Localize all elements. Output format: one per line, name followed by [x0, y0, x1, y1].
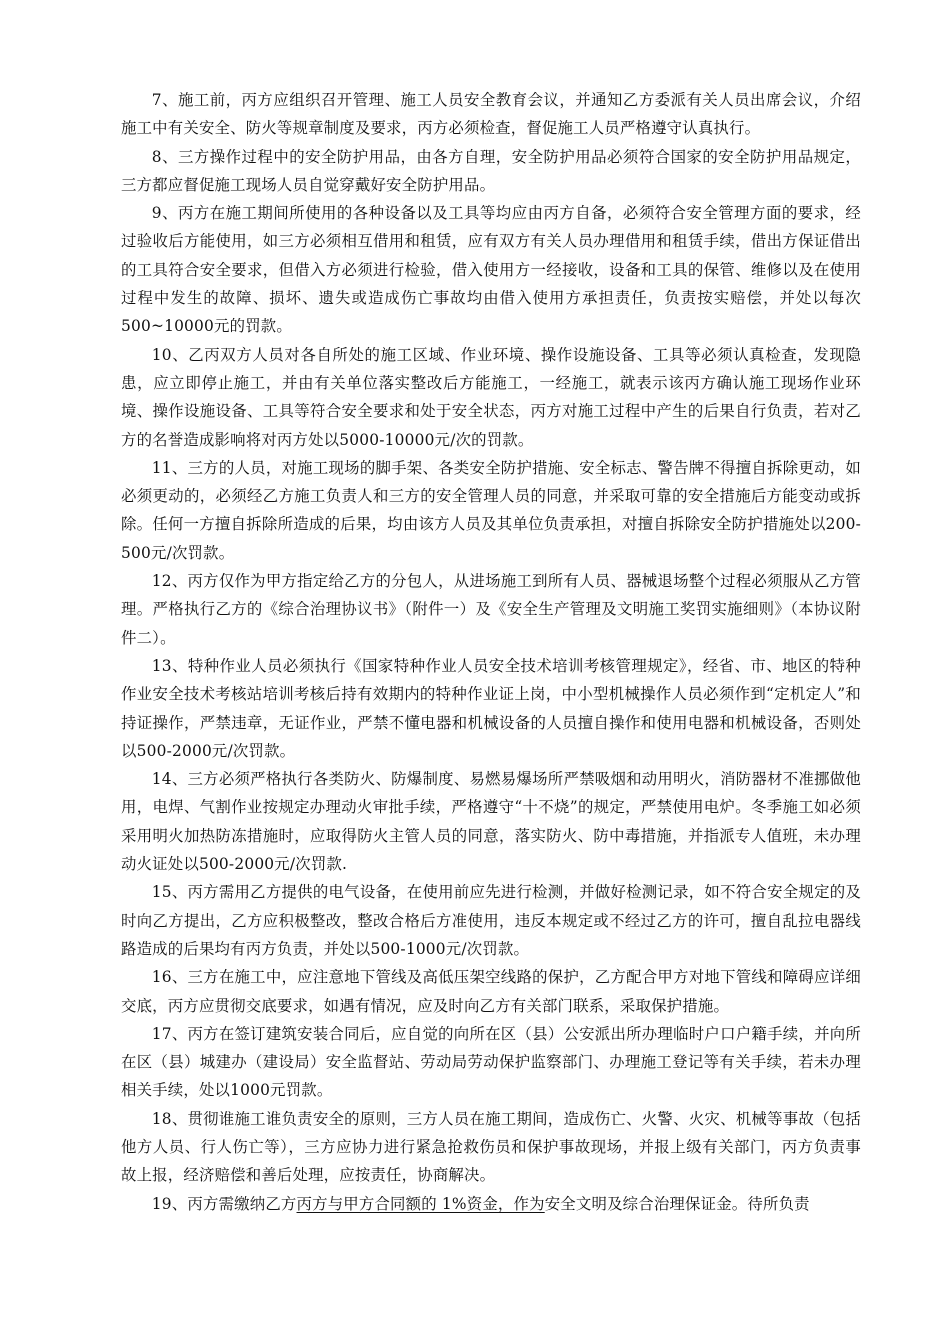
clause-15: 15、丙方需用乙方提供的电气设备，在使用前应先进行检测，并做好检测记录，如不符合安全规定的及时向乙方提出，乙方应积极整改，整改合格后方准使用，违反本规定或不经过乙方的许可，擅自乱拉电器线路造成的后果均有丙方负责，并处以500-1000元/次罚款。 [121, 883, 861, 958]
clause-16: 16、三方在施工中，应注意地下管线及高低压架空线路的保护，乙方配合甲方对地下管线和障碍应详细交底，丙方应贯彻交底要求，如遇有情况，应及时向乙方有关部门联系，采取保护措施。 [121, 968, 861, 1015]
clause-14: 14、三方必须严格执行各类防火、防爆制度、易燃易爆场所严禁吸烟和动用明火，消防器材不准挪做他用，电焊、气割作业按规定办理动火审批手续，严格遵守“十不烧”的规定，严禁使用电炉。冬季施工如必须采用明火加热防冻措施时，应取得防火主管人员的同意，落实防火、防中毒措施，并指派专人值班，未办理动火证处以500-2000元/次罚款. [121, 770, 861, 874]
clause-11: 11、三方的人员，对施工现场的脚手架、各类安全防护措施、安全标志、警告牌不得擅自拆除更动，如必须更动的，必须经乙方施工负责人和三方的安全管理人员的同意，并采取可靠的安全措施后方能变动或拆除。任何一方擅自拆除所造成的后果，均由该方人员及其单位负责承担，对擅自拆除安全防护措施处以200-500元/次罚款。 [121, 458, 861, 562]
clause-18: 18、贯彻谁施工谁负责安全的原则，三方人员在施工期间，造成伤亡、火警、火灾、机械等事故（包括他方人员、行人伤亡等），三方应协力进行紧急抢救伤员和保护事故现场，并报上级有关部门，丙方负责事故上报，经济赔偿和善后处理，应按责任，协商解决。 [121, 1109, 861, 1185]
clause-19-underlined: 丙方与甲方合同额的 1%资金，作为 [296, 1194, 545, 1213]
clause-19-tail: 安全文明及综合治理保证金。待所负责 [544, 1194, 810, 1213]
clause-7: 7、施工前，丙方应组织召开管理、施工人员安全教育会议，并通知乙方委派有关人员出席会议，介绍施工中有关安全、防火等规章制度及要求，丙方必须检查，督促施工人员严格遵守认真执行。 [121, 91, 861, 138]
clause-12: 12、丙方仅作为甲方指定给乙方的分包人，从进场施工到所有人员、器械退场整个过程必须服从乙方管理。严格执行乙方的《综合治理协议书》（附件一）及《安全生产管理及文明施工奖罚实施细则》（本协议附件二）。 [121, 572, 861, 647]
clause-17: 17、丙方在签订建筑安装合同后，应自觉的向所在区（县）公安派出所办理临时户口户籍手续，并向所在区（县）城建办（建设局）安全监督站、劳动局劳动保护监察部门、办理施工登记等有关手续，若未办理相关手续，处以1000元罚款。 [121, 1024, 861, 1100]
clause-19-lead: 19、丙方需缴纳乙方 [151, 1194, 297, 1213]
clause-19 [121, 1190, 861, 1218]
clause-8: 8、三方操作过程中的安全防护用品，由各方自理，安全防护用品必须符合国家的安全防护用品规定，三方都应督促施工现场人员自觉穿戴好安全防护用品。 [121, 147, 861, 194]
clause-13: 13、特种作业人员必须执行《国家特种作业人员安全技术培训考核管理规定》，经省、市、地区的特种作业安全技术考核站培训考核后持有效期内的特种作业证上岗，中小型机械操作人员必须作到“定机定人”和持证操作，严禁违章，无证作业，严禁不懂电器和机械设备的人员擅自操作和使用电器和机械设备，否则处以500-2000元/次罚款。 [121, 656, 861, 760]
clause-9: 9、丙方在施工期间所使用的各种设备以及工具等均应由丙方自备，必须符合安全管理方面的要求，经过验收后方能使用，如三方必须相互借用和租赁，应有双方有关人员办理借用和租赁手续，借出方保证借出的工具符合安全要求，但借入方必须进行检验，借入使用方一经接收，设备和工具的保管、维修以及在使用过程中发生的故障、损坏、遗失或造成伤亡事故均由借入使用方承担责任，负责按实赔偿，并处以每次500~10000元的罚款。 [121, 204, 861, 336]
clause-10: 10、乙丙双方人员对各自所处的施工区域、作业环境、操作设施设备、工具等必须认真检查，发现隐患，应立即停止施工，并由有关单位落实整改后方能施工，一经施工，就表示该丙方确认施工现场作业环境、操作设施设备、工具等符合安全要求和处于安全状态，丙方对施工过程中产生的后果自行负责，若对乙方的名誉造成影响将对丙方处以5000-10000元/次的罚款。 [121, 345, 861, 449]
document-page [121, 86, 861, 1218]
